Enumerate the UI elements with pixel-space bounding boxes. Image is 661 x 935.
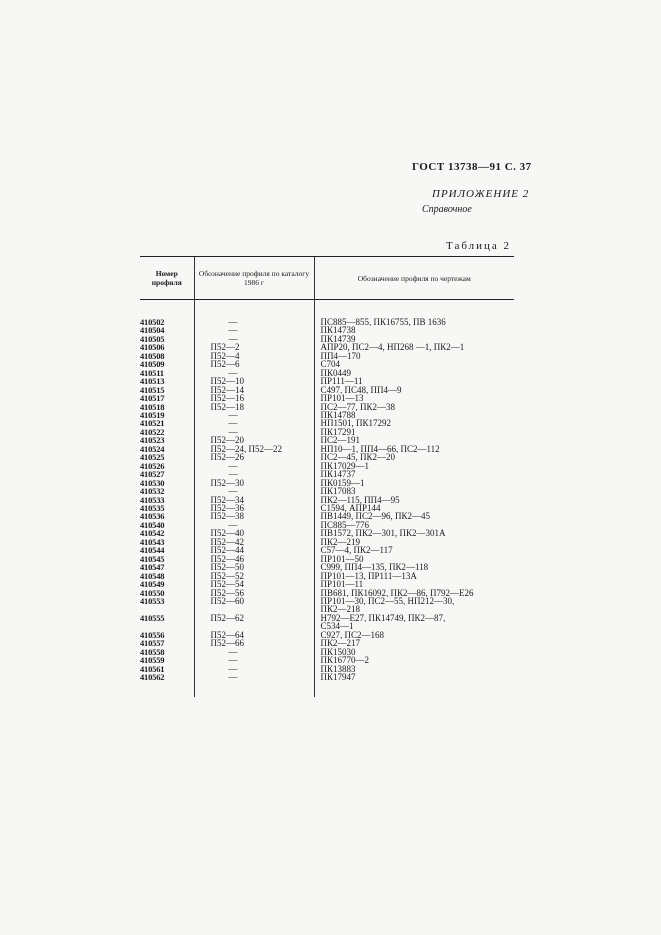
table-row: [140, 419, 514, 427]
table-row: [140, 605, 514, 613]
column-header-catalog-designation: Обозначение профиля по каталогу 1986 г: [194, 257, 314, 300]
drawing-designation-cell: ПК2—115, ПП4—95: [314, 496, 514, 504]
table-header: [140, 257, 514, 300]
catalog-designation-cell: —: [194, 470, 314, 478]
table-body: [140, 300, 514, 698]
drawing-designation-cell: ПР111—11: [314, 377, 514, 385]
drawing-designation-cell: ПС885—776: [314, 521, 514, 529]
drawing-designation-cell: ПР101—30, ПС2—55, НП212—30,: [314, 597, 514, 605]
catalog-designation-cell: П52—34: [194, 496, 314, 504]
table-row: [140, 386, 514, 394]
profile-number-cell: 410532: [140, 487, 165, 496]
table-row: [140, 318, 514, 326]
table-row: [140, 360, 514, 368]
catalog-designation-cell: —: [194, 419, 314, 427]
catalog-designation-cell: П52—24, П52—22: [194, 445, 314, 453]
profile-number-cell: 410556: [140, 630, 165, 640]
catalog-designation-cell: —: [194, 656, 314, 664]
profile-number-cell: 410549: [140, 580, 165, 589]
table-row: [140, 479, 514, 487]
drawing-designation-cell: ПР101—13, ПР111—13А: [314, 572, 514, 580]
drawing-designation-cell: ПС2—191: [314, 436, 514, 444]
catalog-designation-cell: П52—52: [194, 572, 314, 580]
catalog-designation-cell: П52—64: [194, 631, 314, 639]
drawing-designation-cell: ПК2—218: [314, 605, 514, 613]
profile-number-cell: 410545: [140, 554, 165, 564]
profile-number-cell: [140, 605, 194, 613]
profile-number-cell: 410544: [140, 546, 165, 555]
catalog-designation-cell: —: [194, 411, 314, 419]
profile-number-cell: 410519: [140, 410, 165, 420]
profile-number-cell: 410535: [140, 503, 165, 513]
drawing-designation-cell: ПК14738: [314, 326, 514, 334]
profile-number-cell: 410508: [140, 351, 165, 361]
table-row: [140, 631, 514, 639]
drawing-designation-cell: ПВ1572, ПК2—301, ПК2—301А: [314, 529, 514, 537]
drawing-designation-cell: Н792—Е27, ПК14749, ПК2—87,: [314, 614, 514, 622]
drawing-designation-cell: ПК0449: [314, 369, 514, 377]
drawing-designation-cell: ПК13883: [314, 665, 514, 673]
drawing-designation-cell: ПК0159—1: [314, 479, 514, 487]
table-row: [140, 403, 514, 411]
drawing-designation-cell: С999, ПП4—135, ПК2—118: [314, 563, 514, 571]
spacer-cell: [194, 300, 314, 319]
catalog-designation-cell: П52—4: [194, 352, 314, 360]
table-row: [140, 394, 514, 402]
profile-number-cell: 410506: [140, 343, 165, 352]
table-caption: Таблица 2: [446, 240, 512, 252]
catalog-designation-cell: —: [194, 318, 314, 326]
drawing-designation-cell: ПК2—219: [314, 538, 514, 546]
profile-number-cell: 410536: [140, 512, 165, 521]
profile-number-cell: 410559: [140, 656, 165, 665]
drawing-designation-cell: НП10—1, ПП4—66, ПС2—112: [314, 445, 514, 453]
table-row: [140, 377, 514, 385]
catalog-designation-cell: П52—46: [194, 555, 314, 563]
catalog-designation-cell: П52—36: [194, 504, 314, 512]
table-row: [140, 622, 514, 630]
profile-number-cell: 410533: [140, 495, 165, 504]
profile-number-cell: 410504: [140, 326, 165, 335]
drawing-designation-cell: С1594, АПР144: [314, 504, 514, 512]
table-row: [140, 521, 514, 529]
drawing-designation-cell: АПР20, ПС2—4, НП268 —1, ПК2—1: [314, 343, 514, 351]
table-row: [140, 369, 514, 377]
drawing-designation-cell: ПК17083: [314, 487, 514, 495]
table-row: [140, 496, 514, 504]
profile-number-cell: 410523: [140, 436, 165, 445]
profile-number-cell: 410542: [140, 529, 165, 538]
profile-number-cell: 410517: [140, 394, 165, 403]
column-header-profile-number: Номер профиля: [140, 257, 194, 300]
catalog-designation-cell: П52—60: [194, 597, 314, 605]
table-row: [140, 648, 514, 656]
profile-number-cell: 410557: [140, 639, 165, 648]
table-row: [140, 470, 514, 478]
profile-number-cell: 410555: [140, 613, 165, 623]
profile-number-cell: 410518: [140, 402, 165, 411]
catalog-designation-cell: —: [194, 462, 314, 470]
catalog-designation-cell: —: [194, 428, 314, 436]
profile-number-cell: 410526: [140, 461, 165, 471]
drawing-designation-cell: ПР101—11: [314, 580, 514, 588]
drawing-designation-cell: ПС2—45, ПК2—20: [314, 453, 514, 461]
appendix-title: ПРИЛОЖЕНИЕ 2: [432, 188, 530, 200]
profile-number-cell: 410547: [140, 563, 165, 572]
table-row: [140, 453, 514, 461]
drawing-designation-cell: ПК14788: [314, 411, 514, 419]
catalog-designation-cell: П52—44: [194, 546, 314, 554]
profile-number-cell: 410513: [140, 377, 165, 386]
catalog-designation-cell: П52—14: [194, 386, 314, 394]
table-row: [140, 538, 514, 546]
catalog-designation-cell: П52—42: [194, 538, 314, 546]
profile-number-cell: 410553: [140, 596, 165, 606]
drawing-designation-cell: ПК14739: [314, 335, 514, 343]
profile-number-cell: 410502: [140, 318, 165, 327]
profile-number-cell: 410548: [140, 571, 165, 581]
drawing-designation-cell: С704: [314, 360, 514, 368]
column-header-drawing-designation: Обозначение профиля по чертежам: [314, 257, 514, 300]
drawing-designation-cell: С497, ПС48, ПП4—9: [314, 386, 514, 394]
catalog-designation-cell: [194, 622, 314, 630]
catalog-designation-cell: П52—10: [194, 377, 314, 385]
table-row: [140, 445, 514, 453]
spacer-cell: [314, 300, 514, 319]
drawing-designation-cell: ПК17947: [314, 673, 514, 697]
catalog-designation-cell: —: [194, 369, 314, 377]
table-row: [140, 563, 514, 571]
table-row: [140, 555, 514, 563]
table-row: [140, 326, 514, 334]
drawing-designation-cell: ПС2—77, ПК2—38: [314, 403, 514, 411]
catalog-designation-cell: П52—16: [194, 394, 314, 402]
profile-number-cell: 410515: [140, 385, 165, 395]
appendix-subtitle: Справочное: [422, 204, 472, 215]
drawing-designation-cell: ПР101—13: [314, 394, 514, 402]
catalog-designation-cell: —: [194, 521, 314, 529]
profile-number-cell: 410511: [140, 368, 164, 378]
catalog-designation-cell: —: [194, 326, 314, 334]
table-row: [140, 462, 514, 470]
drawing-designation-cell: ПС885—855, ПК16755, ПВ 1636: [314, 318, 514, 326]
spacer-cell: [140, 300, 194, 319]
table-row: [140, 656, 514, 664]
catalog-designation-cell: П52—6: [194, 360, 314, 368]
profile-number-cell: 410558: [140, 647, 165, 657]
table-row: [140, 614, 514, 622]
table-row: [140, 487, 514, 495]
profile-number-cell: [140, 622, 194, 630]
table-row: [140, 428, 514, 436]
profile-number-cell: 410505: [140, 334, 165, 344]
profile-number-cell: 410550: [140, 588, 165, 597]
catalog-designation-cell: П52—2: [194, 343, 314, 351]
drawing-designation-cell: ПВ1449, ПС2—96, ПК2—45: [314, 512, 514, 520]
drawing-designation-cell: С57—4, ПК2—117: [314, 546, 514, 554]
drawing-designation-cell: ПК2—217: [314, 639, 514, 647]
table-row: [140, 597, 514, 605]
catalog-designation-cell: П52—62: [194, 614, 314, 622]
table-row: [140, 512, 514, 520]
catalog-designation-cell: [194, 605, 314, 613]
table-spacer-row: [140, 300, 514, 319]
profile-number-cell: 410521: [140, 419, 165, 428]
drawing-designation-cell: ПВ681, ПК16092, ПК2—86, П792—Е26: [314, 589, 514, 597]
profile-number-cell: 410524: [140, 444, 165, 454]
catalog-designation-cell: П52—30: [194, 479, 314, 487]
profile-number-cell: 410527: [140, 470, 165, 479]
drawing-designation-cell: ПК17291: [314, 428, 514, 436]
catalog-designation-cell: П52—56: [194, 589, 314, 597]
catalog-designation-cell: —: [194, 648, 314, 656]
catalog-designation-cell: П52—38: [194, 512, 314, 520]
table-row: [140, 343, 514, 351]
drawing-designation-cell: С534—1: [314, 622, 514, 630]
table-row: [140, 335, 514, 343]
table-row: [140, 639, 514, 647]
drawing-designation-cell: ПР101—50: [314, 555, 514, 563]
table-row: [140, 580, 514, 588]
catalog-designation-cell: П52—54: [194, 580, 314, 588]
drawing-designation-cell: НП1501, ПК17292: [314, 419, 514, 427]
profile-number-cell: 410530: [140, 478, 165, 488]
catalog-designation-cell: —: [194, 487, 314, 495]
catalog-designation-cell: П52—18: [194, 403, 314, 411]
drawing-designation-cell: С927, ПС2—168: [314, 631, 514, 639]
drawing-designation-cell: ПК16770—2: [314, 656, 514, 664]
profile-table: [140, 256, 514, 697]
table-row: [140, 411, 514, 419]
catalog-designation-cell: —: [194, 673, 314, 697]
table-row: [140, 436, 514, 444]
drawing-designation-cell: ПП4—170: [314, 352, 514, 360]
drawing-designation-cell: ПК15030: [314, 648, 514, 656]
profile-number-cell: 410562: [140, 673, 165, 683]
table-row: [140, 665, 514, 673]
table-row: [140, 589, 514, 597]
catalog-designation-cell: —: [194, 335, 314, 343]
catalog-designation-cell: П52—26: [194, 453, 314, 461]
catalog-designation-cell: П52—40: [194, 529, 314, 537]
profile-number-cell: 410561: [140, 664, 165, 674]
profile-number-cell: 410540: [140, 520, 165, 530]
document-reference: ГОСТ 13738—91 С. 37: [412, 161, 532, 173]
profile-number-cell: 410543: [140, 537, 165, 547]
drawing-designation-cell: ПК14737: [314, 470, 514, 478]
catalog-designation-cell: П52—20: [194, 436, 314, 444]
profile-number-cell: 410525: [140, 453, 165, 462]
table-row: [140, 572, 514, 580]
table-row: [140, 673, 514, 697]
table-row: [140, 529, 514, 537]
table-row: [140, 504, 514, 512]
catalog-designation-cell: —: [194, 665, 314, 673]
table-row: [140, 546, 514, 554]
catalog-designation-cell: П52—50: [194, 563, 314, 571]
catalog-designation-cell: П52—66: [194, 639, 314, 647]
profile-number-cell: 410522: [140, 427, 165, 437]
profile-number-cell: 410509: [140, 360, 165, 369]
table-row: [140, 352, 514, 360]
drawing-designation-cell: ПК17029—1: [314, 462, 514, 470]
